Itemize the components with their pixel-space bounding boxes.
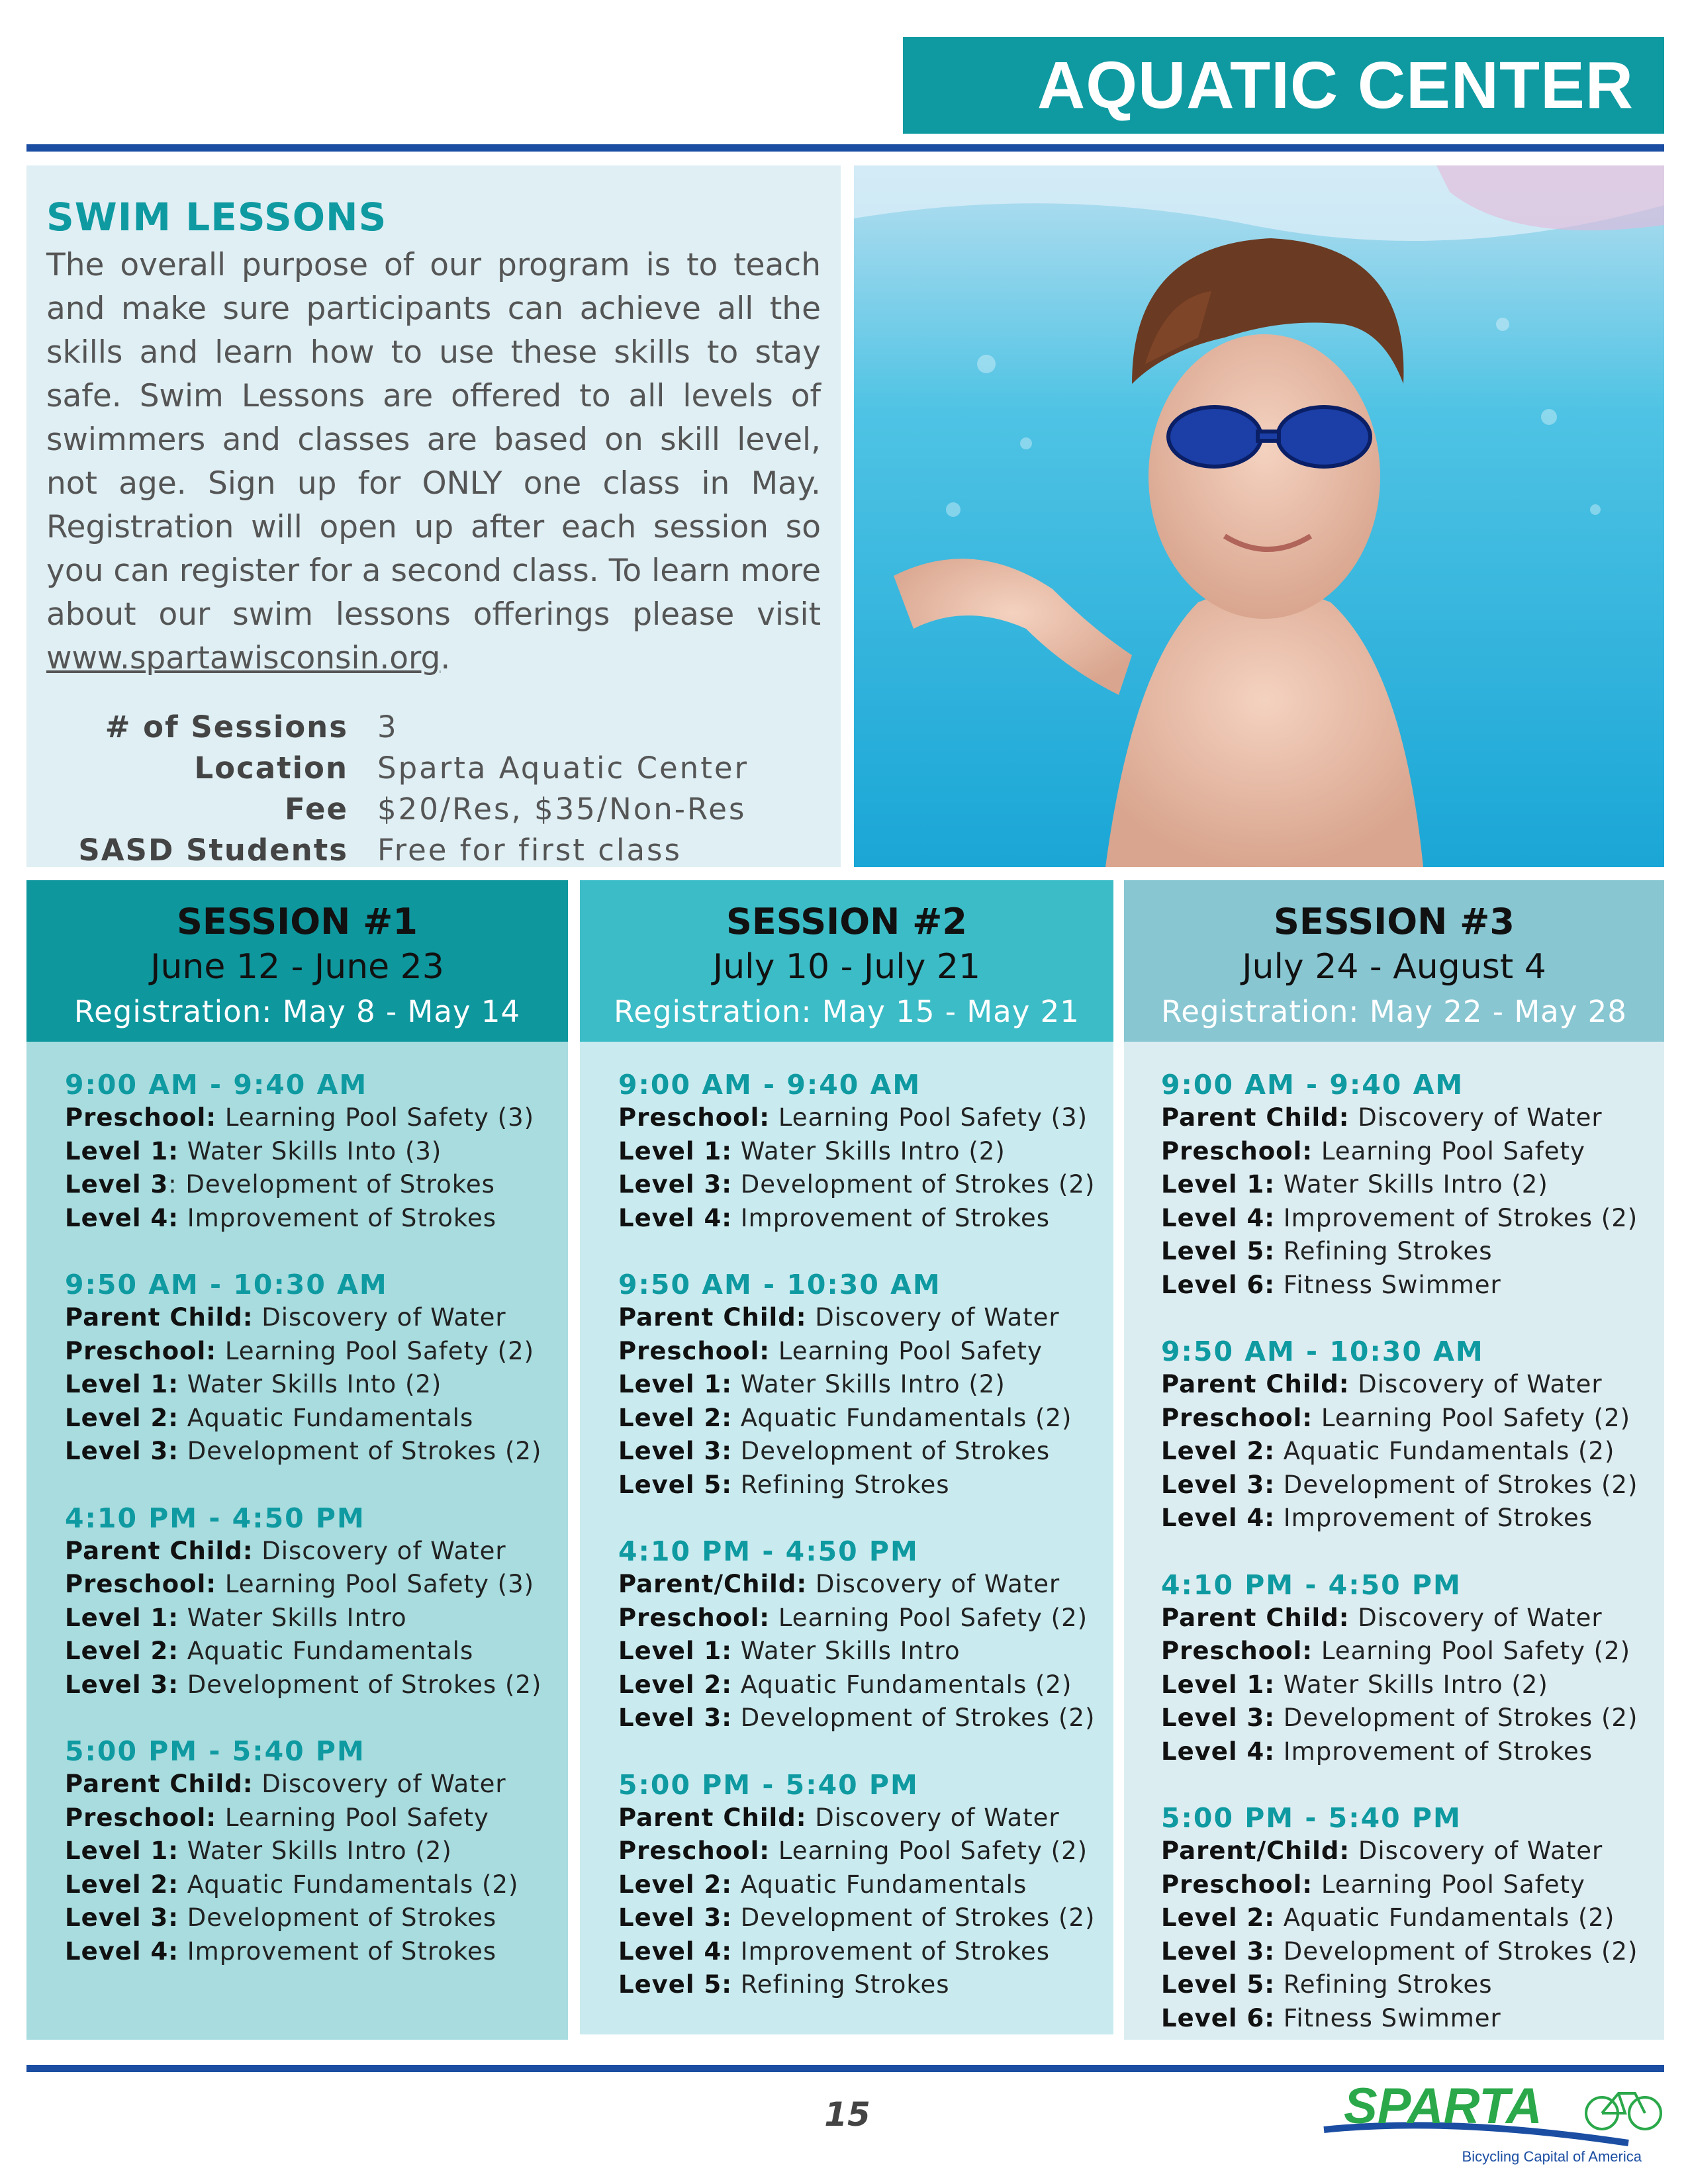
class-line — [1161, 1635, 1664, 1668]
class-description: Water Skills Intro (2) — [732, 1370, 1006, 1398]
class-description: Learning Pool Safety — [1313, 1136, 1585, 1165]
class-level: Level 3: — [1161, 1470, 1275, 1499]
time-slot-label: 9:50 AM - 10:30 AM — [1161, 1336, 1484, 1367]
session-column-1 — [26, 880, 568, 2040]
session-title: SESSION #2 — [726, 901, 967, 942]
class-level: Level 3: — [65, 1437, 179, 1465]
class-line — [618, 1402, 1113, 1435]
detail-label: # of Sessions — [105, 709, 348, 745]
class-description: Development of Strokes — [179, 1903, 497, 1932]
class-level: Level 3: — [618, 1704, 732, 1732]
class-line — [65, 1535, 568, 1569]
time-slot-label: 9:00 AM - 9:40 AM — [65, 1069, 368, 1101]
class-level: Preschool: — [65, 1336, 217, 1365]
class-level: Level 3: — [65, 1903, 179, 1932]
time-slot — [1161, 1569, 1664, 1769]
time-slot — [618, 1068, 1113, 1235]
session-dates: July 10 - July 21 — [712, 947, 981, 987]
page-number: 15 — [824, 2095, 870, 2134]
class-line — [1161, 1868, 1664, 1902]
class-description: Learning Pool Safety (3) — [216, 1570, 535, 1598]
class-description: Development of Strokes (2) — [1275, 1470, 1638, 1499]
intro-body-end: . — [440, 640, 451, 676]
class-level: Level 3 — [65, 1170, 169, 1199]
class-level: Preschool: — [1161, 1870, 1313, 1899]
class-description: Improvement of Strokes — [1275, 1737, 1593, 1766]
time-slot — [65, 1268, 568, 1469]
class-level: Level 1: — [65, 1837, 179, 1865]
time-slot — [1161, 1335, 1664, 1535]
time-slot-label: 9:00 AM - 9:40 AM — [1161, 1069, 1464, 1101]
session-registration: Registration: May 15 - May 21 — [614, 994, 1080, 1029]
class-description: Refining Strokes — [732, 1470, 950, 1499]
class-description: Discovery of Water — [1349, 1603, 1603, 1632]
class-description: Water Skills Intro — [179, 1603, 407, 1632]
class-level: Parent Child: — [618, 1803, 807, 1832]
logo-wordmark: SPARTA — [1344, 2078, 1542, 2134]
class-line — [618, 1668, 1113, 1702]
class-line — [65, 1868, 568, 1902]
class-line — [1161, 1702, 1664, 1735]
class-description: Development of Strokes (2) — [732, 1903, 1096, 1932]
class-description: Refining Strokes — [1275, 1970, 1493, 1999]
class-level: Level 4: — [65, 1203, 179, 1232]
class-line — [65, 1101, 568, 1135]
class-description: Discovery of Water — [807, 1570, 1060, 1598]
bicycle-icon — [1586, 2093, 1661, 2129]
intro-title: SWIM LESSONS — [46, 195, 387, 240]
class-level: Preschool: — [65, 1803, 217, 1832]
class-level: Parent Child: — [65, 1770, 254, 1798]
class-line — [65, 1768, 568, 1801]
time-slot-label: 4:10 PM - 4:50 PM — [65, 1502, 365, 1534]
class-line — [618, 1602, 1113, 1635]
class-line — [618, 1702, 1113, 1735]
class-description: Aquatic Fundamentals (2) — [179, 1870, 519, 1899]
class-level: Preschool: — [618, 1336, 771, 1365]
class-line — [1161, 1602, 1664, 1635]
class-description: Water Skills Intro (2) — [1275, 1170, 1548, 1199]
class-level: Preschool: — [1161, 1403, 1313, 1432]
class-level: Level 1: — [65, 1136, 179, 1165]
class-description: Learning Pool Safety (2) — [770, 1603, 1088, 1632]
class-line — [65, 1135, 568, 1169]
class-description: Improvement of Strokes — [179, 1203, 497, 1232]
class-level: Level 4: — [65, 1936, 179, 1966]
class-line — [1161, 1469, 1664, 1502]
class-level: Parent Child: — [65, 1303, 254, 1332]
class-line — [1161, 1735, 1664, 1769]
detail-value: Free for first class — [377, 833, 682, 868]
time-slot — [65, 1068, 568, 1235]
class-line — [1161, 1835, 1664, 1868]
class-line — [618, 1301, 1113, 1335]
class-level: Preschool: — [618, 1837, 771, 1865]
class-description: Water Skills Intro (2) — [179, 1837, 452, 1865]
class-description: Development of Strokes (2) — [179, 1670, 542, 1699]
website-link[interactable]: www.spartawisconsin.org — [46, 640, 441, 676]
detail-row — [46, 707, 821, 748]
class-description: Discovery of Water — [1350, 1837, 1603, 1865]
class-line — [65, 1335, 568, 1369]
detail-value: $20/Res, $35/Non-Res — [377, 792, 747, 827]
class-description: Development of Strokes (2) — [179, 1437, 542, 1465]
detail-row — [46, 789, 821, 830]
session-column-2 — [580, 880, 1113, 2034]
class-level: Level 4: — [1161, 1203, 1275, 1232]
class-description: Learning Pool Safety (3) — [216, 1103, 535, 1132]
class-description: Development of Strokes (2) — [732, 1170, 1096, 1199]
class-description: Water Skills Intro (2) — [1275, 1670, 1548, 1699]
details-list — [46, 707, 821, 871]
swimmer-photo — [854, 165, 1664, 867]
class-description: Learning Pool Safety (2) — [1313, 1637, 1631, 1665]
class-description: Aquatic Fundamentals (2) — [1275, 1437, 1615, 1465]
class-level: Level 4: — [1161, 1737, 1275, 1766]
session-dates: July 24 - August 4 — [1242, 947, 1546, 987]
class-description: Fitness Swimmer — [1275, 2003, 1501, 2032]
session-schedule — [26, 1042, 568, 2040]
class-level: Parent/Child: — [1161, 1837, 1350, 1865]
class-description: Aquatic Fundamentals (2) — [732, 1670, 1072, 1699]
class-line — [618, 1801, 1113, 1835]
class-description: Improvement of Strokes — [732, 1936, 1051, 1966]
class-line — [1161, 1901, 1664, 1935]
class-description: Learning Pool Safety — [770, 1336, 1043, 1365]
class-line — [618, 1901, 1113, 1935]
time-slot — [1161, 1068, 1664, 1302]
class-level: Parent Child: — [1161, 1603, 1350, 1632]
class-description: Fitness Swimmer — [1275, 1270, 1501, 1299]
class-description: Water Skills Intro (2) — [732, 1136, 1006, 1165]
class-description: Development of Strokes (2) — [1275, 1704, 1638, 1732]
section-title: AQUATIC CENTER — [903, 37, 1664, 134]
class-line — [1161, 1402, 1664, 1435]
class-line — [618, 1469, 1113, 1502]
class-level: Level 5: — [1161, 1237, 1275, 1265]
session-header — [1124, 880, 1664, 1042]
class-level: Level 4: — [618, 1936, 732, 1966]
class-level: Level 1: — [1161, 1170, 1275, 1199]
class-description: Discovery of Water — [806, 1303, 1060, 1332]
class-line — [618, 1835, 1113, 1868]
class-line — [65, 1435, 568, 1469]
class-level: Level 5: — [618, 1470, 732, 1499]
class-description: Water Skills Into (2) — [179, 1370, 442, 1398]
class-level: Level 1: — [618, 1637, 732, 1665]
class-level: Level 3: — [65, 1670, 179, 1699]
class-line — [618, 1968, 1113, 2002]
class-description: Learning Pool Safety (2) — [770, 1837, 1088, 1865]
class-line — [65, 1901, 568, 1935]
session-header — [580, 880, 1113, 1042]
class-line — [618, 1935, 1113, 1969]
class-level: Level 4: — [1161, 1504, 1275, 1532]
class-description: Discovery of Water — [806, 1803, 1060, 1832]
class-level: Level 3: — [1161, 1704, 1275, 1732]
class-description: Aquatic Fundamentals — [179, 1403, 474, 1432]
class-description: Learning Pool Safety (3) — [770, 1103, 1088, 1132]
class-description: Learning Pool Safety (2) — [1313, 1403, 1631, 1432]
class-description: Improvement of Strokes — [1275, 1504, 1593, 1532]
class-line — [65, 1301, 568, 1335]
session-header — [26, 880, 568, 1042]
class-level: Parent Child: — [1161, 1370, 1350, 1398]
class-line — [618, 1335, 1113, 1369]
class-description: : Development of Strokes — [168, 1170, 495, 1199]
class-level: Preschool: — [1161, 1136, 1313, 1165]
class-line — [1161, 1435, 1664, 1469]
intro-body-text: The overall purpose of our program is to teach and make sure participants can achieve all the skills and learn how to use these skills to stay safe. Swim Lessons are offered to all levels of swimmers and classes are based on skill level, not age. Sign up for ONLY one class in May. Registration will open up after each session so you can register for a second class. To learn more about our swim lessons offerings please visit — [46, 247, 821, 633]
class-line — [1161, 1269, 1664, 1302]
class-level: Level 5: — [1161, 1970, 1275, 1999]
detail-label: Fee — [285, 792, 348, 827]
class-line — [65, 1368, 568, 1402]
class-level: Level 2: — [65, 1403, 179, 1432]
bottom-divider — [26, 2065, 1664, 2072]
class-description: Water Skills Intro — [732, 1637, 961, 1665]
class-description: Improvement of Strokes — [732, 1203, 1051, 1232]
class-description: Development of Strokes — [732, 1437, 1051, 1465]
class-level: Level 2: — [1161, 1903, 1275, 1932]
class-level: Preschool: — [1161, 1637, 1313, 1665]
session-title: SESSION #3 — [1274, 901, 1515, 942]
class-line — [1161, 1135, 1664, 1169]
time-slot-label: 9:50 AM - 10:30 AM — [618, 1269, 941, 1300]
class-level: Level 3: — [618, 1170, 732, 1199]
time-slot-label: 5:00 PM - 5:40 PM — [618, 1768, 919, 1801]
class-description: Aquatic Fundamentals — [179, 1637, 474, 1665]
class-level: Preschool: — [65, 1570, 217, 1598]
class-level: Preschool: — [618, 1603, 771, 1632]
class-description: Aquatic Fundamentals (2) — [732, 1403, 1072, 1432]
class-line — [65, 1602, 568, 1635]
class-line — [1161, 1968, 1664, 2002]
session-dates: June 12 - June 23 — [150, 947, 444, 987]
class-level: Level 1: — [618, 1136, 732, 1165]
time-slot-label: 5:00 PM - 5:40 PM — [65, 1735, 365, 1767]
top-divider — [26, 144, 1664, 152]
time-slot — [65, 1502, 568, 1702]
class-level: Level 2: — [618, 1403, 732, 1432]
class-description: Discovery of Water — [1349, 1103, 1603, 1132]
class-line — [618, 1868, 1113, 1902]
class-level: Parent Child: — [65, 1536, 254, 1565]
time-slot — [618, 1535, 1113, 1735]
swim-lessons-panel — [26, 165, 841, 867]
class-description: Aquatic Fundamentals (2) — [1275, 1903, 1615, 1932]
class-level: Level 2: — [65, 1870, 179, 1899]
class-line — [1161, 1235, 1664, 1269]
class-line — [1161, 1935, 1664, 1969]
class-level: Preschool: — [65, 1103, 217, 1132]
class-line — [618, 1135, 1113, 1169]
session-registration: Registration: May 22 - May 28 — [1161, 994, 1627, 1029]
class-line — [65, 1935, 568, 1969]
class-description: Learning Pool Safety (2) — [216, 1336, 535, 1365]
class-level: Level 6: — [1161, 2003, 1275, 2032]
class-line — [618, 1435, 1113, 1469]
class-line — [1161, 1202, 1664, 1236]
class-description: Discovery of Water — [253, 1770, 506, 1798]
class-description: Refining Strokes — [1275, 1237, 1493, 1265]
class-description: Discovery of Water — [253, 1303, 506, 1332]
class-line — [618, 1168, 1113, 1202]
class-level: Level 1: — [65, 1603, 179, 1632]
class-line — [1161, 1101, 1664, 1135]
class-line — [65, 1202, 568, 1236]
time-slot — [618, 1768, 1113, 2002]
class-level: Parent/Child: — [618, 1570, 808, 1598]
class-level: Preschool: — [618, 1103, 771, 1132]
class-description: Aquatic Fundamentals — [732, 1870, 1027, 1899]
class-line — [65, 1835, 568, 1868]
class-line — [65, 1168, 568, 1202]
class-line — [618, 1568, 1113, 1602]
detail-row — [46, 830, 821, 871]
class-description: Improvement of Strokes (2) — [1275, 1203, 1638, 1232]
class-line — [618, 1202, 1113, 1236]
class-level: Level 2: — [618, 1870, 732, 1899]
detail-value: Sparta Aquatic Center — [377, 751, 749, 786]
time-slot-label: 4:10 PM - 4:50 PM — [1161, 1569, 1462, 1601]
class-level: Parent Child: — [618, 1303, 807, 1332]
class-level: Level 2: — [618, 1670, 732, 1699]
class-line — [618, 1368, 1113, 1402]
time-slot-label: 9:50 AM - 10:30 AM — [65, 1269, 388, 1300]
intro-body — [46, 244, 821, 680]
class-level: Level 3: — [1161, 1936, 1275, 1966]
class-line — [65, 1402, 568, 1435]
session-schedule — [1124, 1042, 1664, 2040]
class-level: Level 3: — [618, 1903, 732, 1932]
session-registration: Registration: May 8 - May 14 — [73, 994, 521, 1029]
class-description: Learning Pool Safety — [1313, 1870, 1585, 1899]
class-line — [618, 1101, 1113, 1135]
class-level: Level 4: — [618, 1203, 732, 1232]
class-line — [1161, 1668, 1664, 1702]
class-line — [1161, 2002, 1664, 2036]
class-description: Development of Strokes (2) — [1275, 1936, 1638, 1966]
class-level: Level 2: — [1161, 1437, 1275, 1465]
session-schedule — [580, 1042, 1113, 2034]
time-slot-label: 5:00 PM - 5:40 PM — [1161, 1802, 1462, 1834]
time-slot — [1161, 1801, 1664, 2035]
sparta-logo — [1317, 2077, 1668, 2176]
detail-label: SASD Students — [78, 833, 348, 868]
class-level: Parent Child: — [1161, 1103, 1350, 1132]
session-title: SESSION #1 — [177, 901, 418, 942]
class-level: Level 1: — [1161, 1670, 1275, 1699]
class-description: Water Skills Into (3) — [179, 1136, 442, 1165]
class-level: Level 1: — [618, 1370, 732, 1398]
class-description: Development of Strokes (2) — [732, 1704, 1096, 1732]
class-description: Refining Strokes — [732, 1970, 950, 1999]
class-line — [65, 1568, 568, 1602]
class-line — [618, 1635, 1113, 1668]
class-level: Level 3: — [618, 1437, 732, 1465]
time-slot-label: 9:00 AM - 9:40 AM — [618, 1069, 921, 1101]
class-line — [65, 1668, 568, 1702]
detail-value: 3 — [377, 709, 399, 745]
logo-tagline: Bicycling Capital of America — [1462, 2148, 1642, 2165]
class-description: Learning Pool Safety — [216, 1803, 489, 1832]
class-description: Discovery of Water — [1349, 1370, 1603, 1398]
class-line — [1161, 1168, 1664, 1202]
class-description: Discovery of Water — [253, 1536, 506, 1565]
class-level: Level 5: — [618, 1970, 732, 1999]
class-level: Level 6: — [1161, 1270, 1275, 1299]
class-line — [1161, 1502, 1664, 1535]
class-line — [65, 1635, 568, 1668]
session-column-3 — [1124, 880, 1664, 2040]
detail-row — [46, 748, 821, 789]
class-line — [65, 1801, 568, 1835]
class-line — [1161, 1368, 1664, 1402]
detail-label: Location — [194, 751, 348, 786]
class-description: Improvement of Strokes — [179, 1936, 497, 1966]
class-level: Level 2: — [65, 1637, 179, 1665]
time-slot — [618, 1268, 1113, 1502]
time-slot-label: 4:10 PM - 4:50 PM — [618, 1535, 919, 1567]
time-slot — [65, 1735, 568, 1968]
class-level: Level 1: — [65, 1370, 179, 1398]
